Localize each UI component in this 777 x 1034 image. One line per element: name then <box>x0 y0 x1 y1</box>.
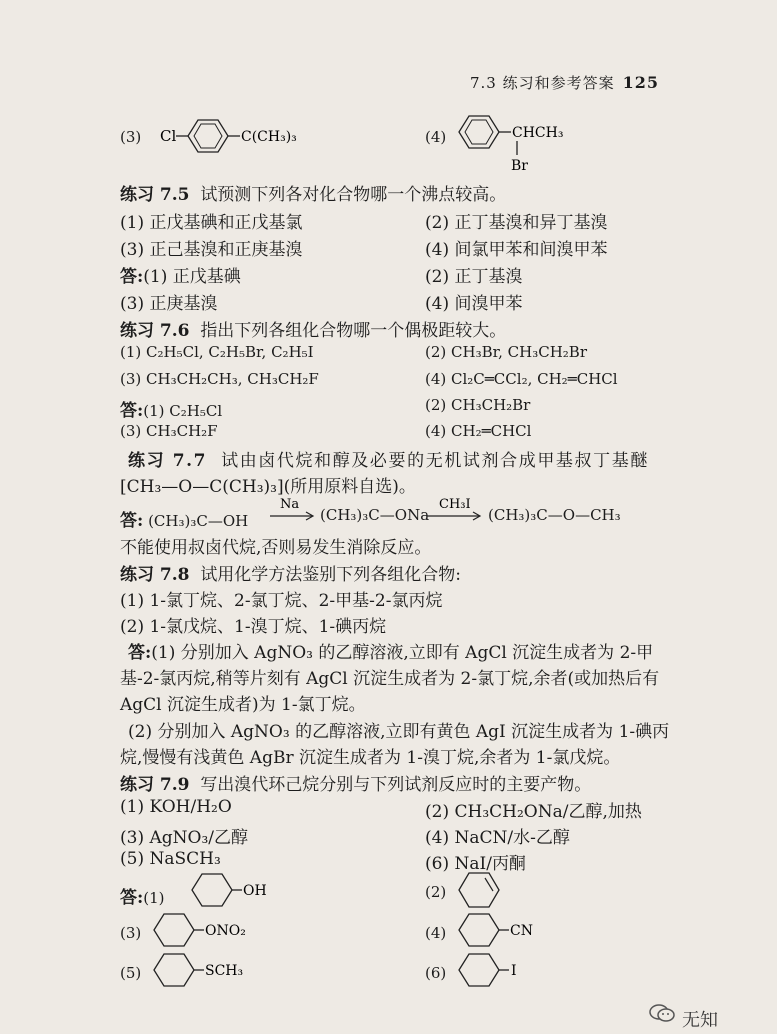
ex78-a2-line2: 烷,慢慢有浅黄色 AgBr 沉淀生成者为 1-溴丁烷,余者为 1-氯戊烷。 <box>120 748 621 768</box>
ex78-a1-line3: AgCl 沉淀生成者)为 1-氯丁烷。 <box>120 695 366 715</box>
ex75-a1: 答:(1) 正戊基碘 <box>120 267 241 287</box>
ex75-q4: (4) 间氯甲苯和间溴甲苯 <box>425 240 608 260</box>
item-3-label: (3) <box>120 128 142 146</box>
nitrate-label: ONO₂ <box>205 923 246 939</box>
ex76-q2: (2) CH₃Br, CH₃CH₂Br <box>425 343 588 361</box>
ex75-q2: (2) 正丁基溴和异丁基溴 <box>425 213 608 233</box>
ex79-q5: (5) NaSCH₃ <box>120 849 221 869</box>
mtbe-product: (CH₃)₃C—O—CH₃ <box>488 506 621 524</box>
ex79-q4: (4) NaCN/水-乙醇 <box>425 828 570 848</box>
ex78-a2-line1: (2) 分别加入 AgNO₃ 的乙醇溶液,立即有黄色 AgI 沉淀生成者为 1-碘丙 <box>128 722 670 742</box>
tbutanol: (CH₃)₃C—OH <box>148 512 249 530</box>
exercise-7-5-title: 练习 7.5 试预测下列各对化合物哪一个沸点较高。 <box>120 185 507 205</box>
ex76-a4: (4) CH₂═CHCl <box>425 422 532 440</box>
page-number: 125 <box>622 73 660 92</box>
item-4-label: (4) <box>425 128 447 146</box>
chloro-label: Cl <box>160 127 177 145</box>
wechat-logo-icon <box>648 1002 676 1024</box>
exercise-7-6-title: 练习 7.6 指出下列各组化合物哪一个偶极距较大。 <box>120 321 507 341</box>
ex75-a2: (2) 正丁基溴 <box>425 267 523 287</box>
reagent-na: Na <box>280 497 300 512</box>
ex79-a6-label: (6) <box>425 964 447 982</box>
chlorophenyl-tbutyl-structure <box>160 112 380 162</box>
ex76-a2: (2) CH₃CH₂Br <box>425 396 531 414</box>
reagent-ch3i: CH₃I <box>439 497 471 512</box>
ex79-a4-label: (4) <box>425 924 447 942</box>
ex78-a1-line2: 基-2-氯丙烷,稍等片刻有 AgCl 沉淀生成者为 2-氯丁烷,余者(或加热后有 <box>120 669 660 689</box>
ex79-q6: (6) NaI/丙酮 <box>425 854 526 874</box>
cyclohexene-structure <box>455 868 515 912</box>
section-title: 7.3 练习和参考答案 <box>470 74 615 92</box>
hydroxyl-label: OH <box>243 883 267 899</box>
cyclohexane-ring <box>192 874 232 906</box>
arrow-na <box>268 496 318 524</box>
exercise-7-7-title: 练习 7.7 试由卤代烷和醇及必要的无机试剂合成甲基叔丁基醚 <box>128 451 649 471</box>
bromo-label: Br <box>511 158 528 174</box>
methylthio-label: SCH₃ <box>205 963 244 979</box>
ex79-a1-label: 答:(1) <box>120 888 165 908</box>
cyclohexane-ring <box>154 954 194 986</box>
ex76-q1: (1) C₂H₅Cl, C₂H₅Br, C₂H₅I <box>120 343 314 361</box>
ex77-answer-reaction: 答: (CH₃)₃C—OH <box>120 511 249 531</box>
cyano-label: CN <box>510 923 533 939</box>
cyclohexanol-structure <box>188 870 278 910</box>
running-header <box>470 72 659 93</box>
ex75-a3: (3) 正庚基溴 <box>120 294 218 314</box>
cyclohexanecarbonitrile-structure <box>455 910 545 950</box>
ex78-a1-line1: 答:(1) 分别加入 AgNO₃ 的乙醇溶液,立即有 AgCl 沉淀生成者为 2-甲 <box>128 643 654 663</box>
exercise-7-9-title: 练习 7.9 写出溴代环己烷分别与下列试剂反应时的主要产物。 <box>120 775 592 795</box>
ex79-a2-label: (2) <box>425 883 447 901</box>
ex76-a1: 答:(1) C₂H₅Cl <box>120 401 223 421</box>
ex75-a4: (4) 间溴甲苯 <box>425 294 523 314</box>
ex76-q3: (3) CH₃CH₂CH₃, CH₃CH₂F <box>120 370 319 388</box>
iodo-label: I <box>511 963 517 979</box>
arrow-ch3i <box>425 496 485 524</box>
bromoethylbenzene-structure <box>455 108 615 178</box>
ex75-q3: (3) 正己基溴和正庚基溴 <box>120 240 303 260</box>
cyclohexyl-nitrate-structure <box>150 910 260 950</box>
tbutyl-label: C(CH₃)₃ <box>241 129 297 145</box>
cyclohexane-ring <box>154 914 194 946</box>
cyclohexane-ring <box>459 914 499 946</box>
cyclohexane-ring <box>459 954 499 986</box>
ex76-a3: (3) CH₃CH₂F <box>120 422 218 440</box>
ex76-q4: (4) Cl₂C═CCl₂, CH₂═CHCl <box>425 370 618 388</box>
watermark-text: 无知 <box>682 1010 718 1031</box>
ex77-line2: [CH₃—O—C(CH₃)₃](所用原料自选)。 <box>120 477 416 497</box>
ex79-a5-label: (5) <box>120 964 142 982</box>
ex78-q2: (2) 1-氯戊烷、1-溴丁烷、1-碘丙烷 <box>120 617 387 637</box>
sodium-tbutoxide: (CH₃)₃C—ONa <box>320 506 430 524</box>
ex78-q1: (1) 1-氯丁烷、2-氯丁烷、2-甲基-2-氯丙烷 <box>120 591 443 611</box>
ex79-q1: (1) KOH/H₂O <box>120 797 232 817</box>
ex79-q3: (3) AgNO₃/乙醇 <box>120 828 248 848</box>
cyclohexyl-methyl-sulfide-structure <box>150 950 260 990</box>
ex79-a3-label: (3) <box>120 924 142 942</box>
iodocyclohexane-structure <box>455 950 535 990</box>
ex77-note: 不能使用叔卤代烷,否则易发生消除反应。 <box>120 538 432 558</box>
ex75-q1: (1) 正戊基碘和正戊基氯 <box>120 213 303 233</box>
chch3-label: CHCH₃ <box>512 125 564 141</box>
exercise-7-8-title: 练习 7.8 试用化学方法鉴别下列各组化合物: <box>120 565 462 585</box>
ex79-q2: (2) CH₃CH₂ONa/乙醇,加热 <box>425 802 642 822</box>
